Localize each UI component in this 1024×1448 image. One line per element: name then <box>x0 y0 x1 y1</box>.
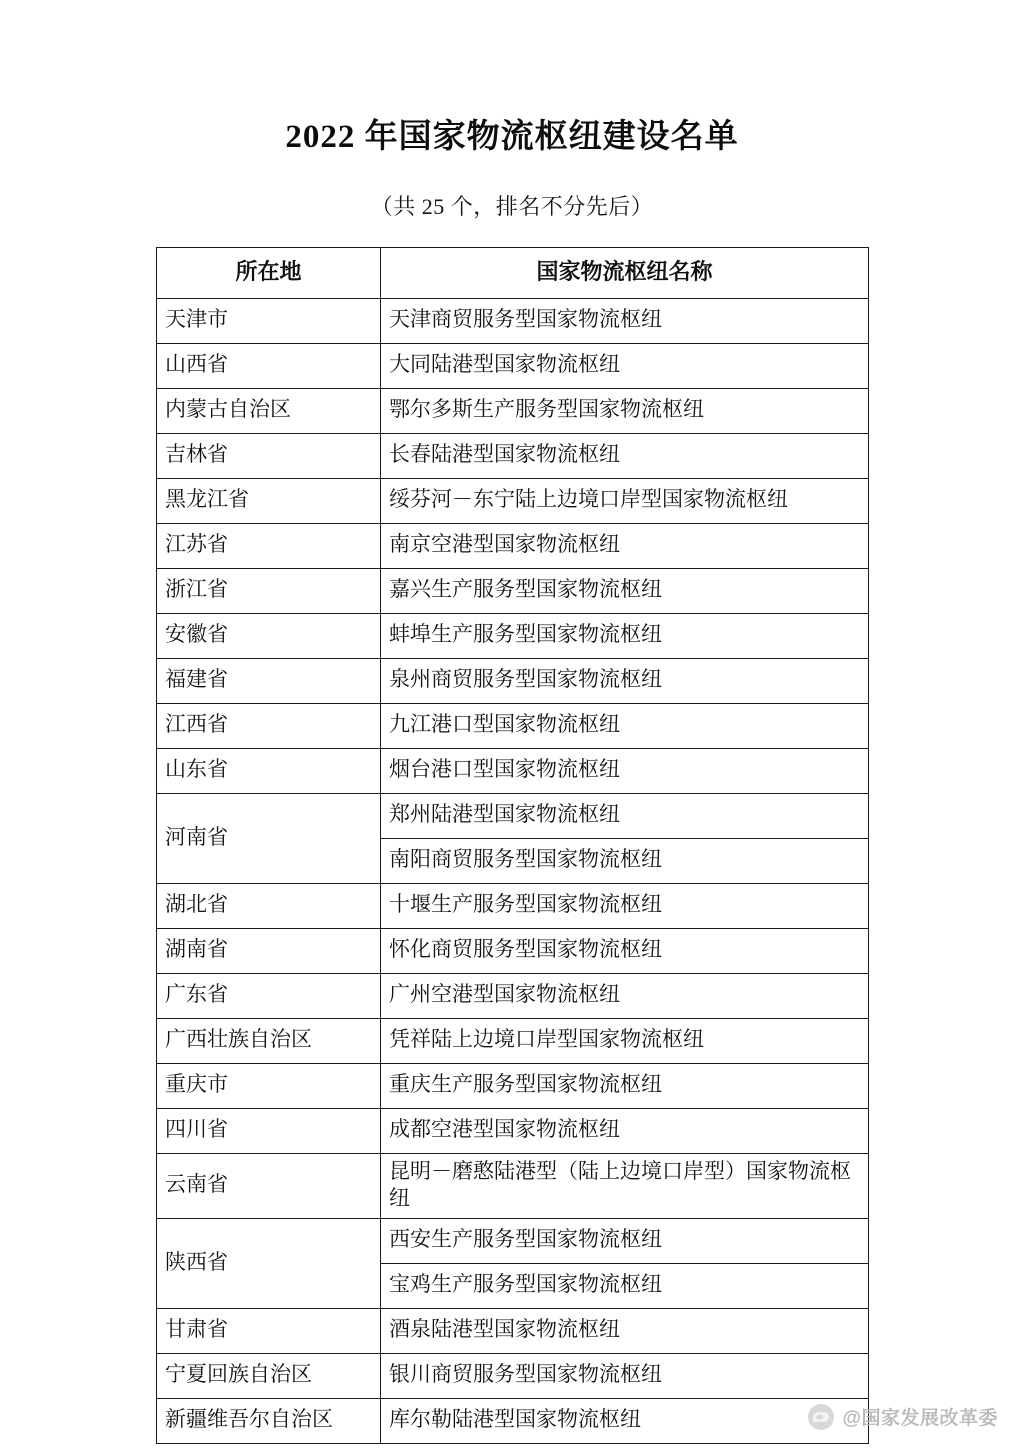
table-row <box>157 1063 869 1108</box>
cell-hub-name: 广州空港型国家物流枢纽 <box>381 973 869 1018</box>
weibo-icon <box>808 1404 834 1430</box>
cell-hub-name: 十堰生产服务型国家物流枢纽 <box>381 883 869 928</box>
cell-hub-name: 九江港口型国家物流枢纽 <box>381 703 869 748</box>
cell-hub-name: 昆明－磨憨陆港型（陆上边境口岸型）国家物流枢纽 <box>381 1153 869 1218</box>
cell-hub-name: 库尔勒陆港型国家物流枢纽 <box>381 1398 869 1443</box>
table-row <box>157 433 869 478</box>
cell-hub-name: 蚌埠生产服务型国家物流枢纽 <box>381 613 869 658</box>
cell-region: 广西壮族自治区 <box>157 1018 381 1063</box>
table-row <box>157 1353 869 1398</box>
watermark <box>808 1403 998 1430</box>
cell-region: 山西省 <box>157 343 381 388</box>
table-row <box>157 973 869 1018</box>
cell-hub-name: 南阳商贸服务型国家物流枢纽 <box>381 838 869 883</box>
column-header-name: 国家物流枢纽名称 <box>381 247 869 298</box>
cell-region: 河南省 <box>157 793 381 883</box>
table-row <box>157 928 869 973</box>
cell-region: 四川省 <box>157 1108 381 1153</box>
page-subtitle: （共 25 个，排名不分先后） <box>370 193 654 219</box>
cell-region: 广东省 <box>157 973 381 1018</box>
cell-hub-name: 绥芬河－东宁陆上边境口岸型国家物流枢纽 <box>381 478 869 523</box>
table-row <box>157 1108 869 1153</box>
cell-hub-name: 长春陆港型国家物流枢纽 <box>381 433 869 478</box>
table-row <box>157 1308 869 1353</box>
cell-hub-name: 天津商贸服务型国家物流枢纽 <box>381 298 869 343</box>
cell-region: 云南省 <box>157 1153 381 1218</box>
cell-region: 黑龙江省 <box>157 478 381 523</box>
cell-hub-name: 嘉兴生产服务型国家物流枢纽 <box>381 568 869 613</box>
cell-region: 天津市 <box>157 298 381 343</box>
cell-hub-name: 烟台港口型国家物流枢纽 <box>381 748 869 793</box>
cell-hub-name: 泉州商贸服务型国家物流枢纽 <box>381 658 869 703</box>
table-row <box>157 793 869 838</box>
table-row <box>157 748 869 793</box>
page-title: 2022 年国家物流枢纽建设名单 <box>285 119 739 155</box>
cell-region: 陕西省 <box>157 1218 381 1308</box>
cell-region: 吉林省 <box>157 433 381 478</box>
table-container <box>156 247 868 1444</box>
cell-hub-name: 怀化商贸服务型国家物流枢纽 <box>381 928 869 973</box>
table-row <box>157 1218 869 1263</box>
cell-hub-name: 鄂尔多斯生产服务型国家物流枢纽 <box>381 388 869 433</box>
watermark-label: @国家发展改革委 <box>842 1408 998 1429</box>
table-row <box>157 658 869 703</box>
table-row <box>157 883 869 928</box>
table-row <box>157 298 869 343</box>
cell-region: 新疆维吾尔自治区 <box>157 1398 381 1443</box>
column-header-region: 所在地 <box>157 247 381 298</box>
cell-region: 福建省 <box>157 658 381 703</box>
hub-list-table <box>156 247 869 1444</box>
cell-hub-name: 凭祥陆上边境口岸型国家物流枢纽 <box>381 1018 869 1063</box>
cell-hub-name: 成都空港型国家物流枢纽 <box>381 1108 869 1153</box>
table-header-row <box>157 247 869 298</box>
cell-hub-name: 郑州陆港型国家物流枢纽 <box>381 793 869 838</box>
cell-region: 甘肃省 <box>157 1308 381 1353</box>
table-row <box>157 478 869 523</box>
cell-region: 江苏省 <box>157 523 381 568</box>
cell-region: 山东省 <box>157 748 381 793</box>
cell-region: 湖南省 <box>157 928 381 973</box>
table-row <box>157 1018 869 1063</box>
cell-region: 浙江省 <box>157 568 381 613</box>
cell-region: 江西省 <box>157 703 381 748</box>
cell-region: 重庆市 <box>157 1063 381 1108</box>
cell-hub-name: 银川商贸服务型国家物流枢纽 <box>381 1353 869 1398</box>
cell-hub-name: 重庆生产服务型国家物流枢纽 <box>381 1063 869 1108</box>
table-row <box>157 343 869 388</box>
cell-hub-name: 大同陆港型国家物流枢纽 <box>381 343 869 388</box>
table-header <box>157 247 869 298</box>
cell-region: 湖北省 <box>157 883 381 928</box>
table-row <box>157 1398 869 1443</box>
table-row <box>157 613 869 658</box>
table-body <box>157 298 869 1443</box>
cell-hub-name: 宝鸡生产服务型国家物流枢纽 <box>381 1263 869 1308</box>
table-row <box>157 1153 869 1218</box>
cell-hub-name: 南京空港型国家物流枢纽 <box>381 523 869 568</box>
cell-hub-name: 酒泉陆港型国家物流枢纽 <box>381 1308 869 1353</box>
cell-region: 安徽省 <box>157 613 381 658</box>
table-row <box>157 523 869 568</box>
cell-hub-name: 西安生产服务型国家物流枢纽 <box>381 1218 869 1263</box>
table-row <box>157 568 869 613</box>
cell-region: 宁夏回族自治区 <box>157 1353 381 1398</box>
table-row <box>157 388 869 433</box>
table-row <box>157 703 869 748</box>
cell-region: 内蒙古自治区 <box>157 388 381 433</box>
